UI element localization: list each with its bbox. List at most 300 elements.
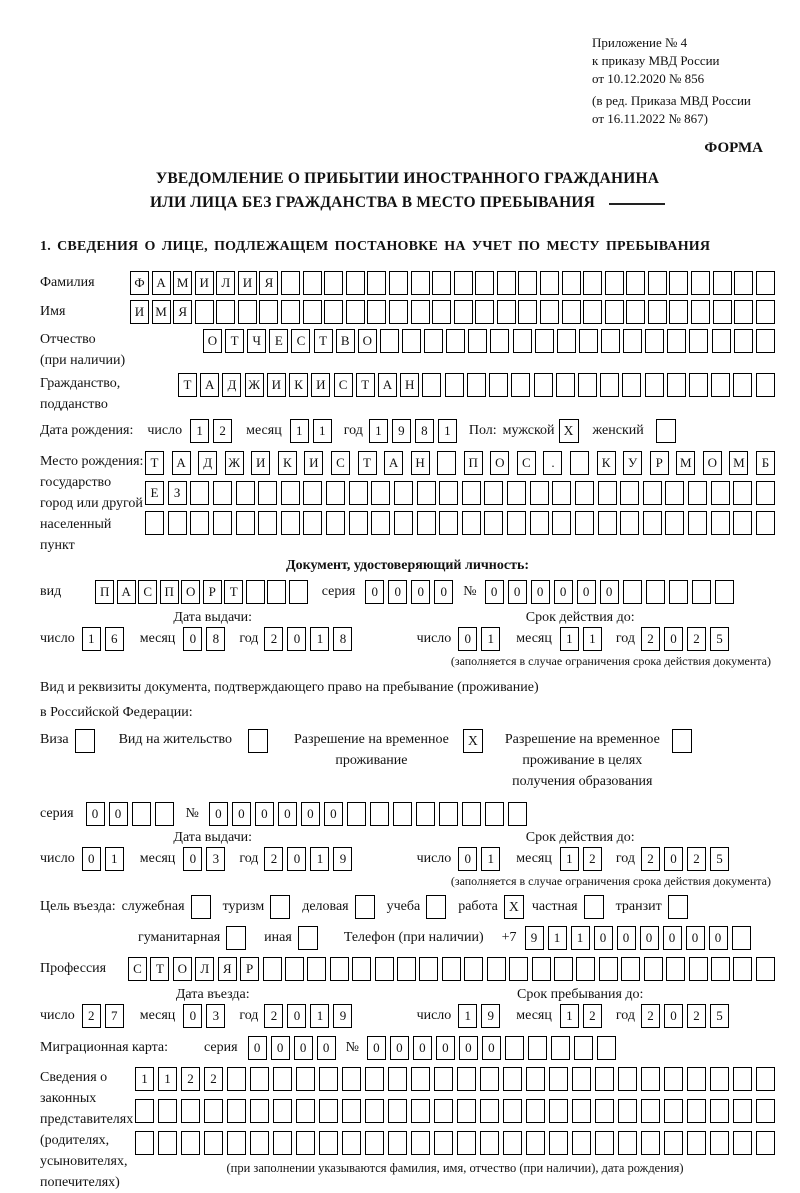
- char-cell[interactable]: [626, 300, 645, 324]
- char-cell[interactable]: [411, 1131, 430, 1155]
- char-cell[interactable]: 0: [209, 802, 228, 826]
- char-cell[interactable]: [281, 511, 300, 535]
- char-cell[interactable]: 0: [183, 1004, 202, 1028]
- char-cell[interactable]: [181, 1099, 200, 1123]
- char-cell[interactable]: Т: [225, 329, 244, 353]
- male-checkbox[interactable]: X: [559, 419, 579, 443]
- visa-checkbox[interactable]: [75, 729, 95, 753]
- char-cell[interactable]: [597, 1036, 616, 1060]
- char-cell[interactable]: [442, 957, 461, 981]
- char-cell[interactable]: [526, 1067, 545, 1091]
- char-cell[interactable]: 0: [411, 580, 430, 604]
- char-cell[interactable]: 0: [82, 847, 101, 871]
- char-cell[interactable]: 6: [105, 627, 124, 651]
- char-cell[interactable]: [530, 511, 549, 535]
- char-cell[interactable]: 2: [181, 1067, 200, 1091]
- char-cell[interactable]: 1: [135, 1067, 154, 1091]
- char-cell[interactable]: [349, 511, 368, 535]
- char-cell[interactable]: Р: [203, 580, 222, 604]
- char-cell[interactable]: [393, 802, 412, 826]
- char-cell[interactable]: Е: [145, 481, 164, 505]
- char-cell[interactable]: 1: [571, 926, 590, 950]
- char-cell[interactable]: 2: [264, 627, 283, 651]
- char-cell[interactable]: Е: [269, 329, 288, 353]
- char-cell[interactable]: [557, 329, 576, 353]
- char-cell[interactable]: [281, 271, 300, 295]
- char-cell[interactable]: [342, 1067, 361, 1091]
- char-cell[interactable]: 0: [459, 1036, 478, 1060]
- char-cell[interactable]: [733, 481, 752, 505]
- char-cell[interactable]: [145, 511, 164, 535]
- char-cell[interactable]: А: [172, 451, 191, 475]
- char-cell[interactable]: 0: [640, 926, 659, 950]
- char-cell[interactable]: [687, 1067, 706, 1091]
- char-cell[interactable]: [424, 329, 443, 353]
- char-cell[interactable]: 1: [548, 926, 567, 950]
- char-cell[interactable]: [733, 957, 752, 981]
- char-cell[interactable]: [484, 481, 503, 505]
- char-cell[interactable]: [507, 511, 526, 535]
- char-cell[interactable]: [411, 271, 430, 295]
- char-cell[interactable]: [689, 373, 708, 397]
- char-cell[interactable]: 9: [333, 847, 352, 871]
- char-cell[interactable]: П: [160, 580, 179, 604]
- char-cell[interactable]: [598, 511, 617, 535]
- char-cell[interactable]: П: [464, 451, 483, 475]
- char-cell[interactable]: [756, 300, 775, 324]
- char-cell[interactable]: [346, 271, 365, 295]
- char-cell[interactable]: 2: [583, 847, 602, 871]
- char-cell[interactable]: [508, 802, 527, 826]
- char-cell[interactable]: [667, 329, 686, 353]
- char-cell[interactable]: 0: [388, 580, 407, 604]
- char-cell[interactable]: [168, 511, 187, 535]
- char-cell[interactable]: [250, 1067, 269, 1091]
- char-cell[interactable]: [487, 957, 506, 981]
- char-cell[interactable]: 0: [709, 926, 728, 950]
- char-cell[interactable]: 1: [290, 419, 309, 443]
- char-cell[interactable]: 2: [583, 1004, 602, 1028]
- char-cell[interactable]: 1: [458, 1004, 477, 1028]
- char-cell[interactable]: [710, 1067, 729, 1091]
- char-cell[interactable]: [595, 1067, 614, 1091]
- char-cell[interactable]: [371, 481, 390, 505]
- char-cell[interactable]: [710, 1099, 729, 1123]
- char-cell[interactable]: [734, 300, 753, 324]
- char-cell[interactable]: 2: [641, 627, 660, 651]
- char-cell[interactable]: [732, 926, 751, 950]
- char-cell[interactable]: [756, 271, 775, 295]
- char-cell[interactable]: [303, 481, 322, 505]
- char-cell[interactable]: [688, 511, 707, 535]
- char-cell[interactable]: [419, 957, 438, 981]
- char-cell[interactable]: 0: [686, 926, 705, 950]
- char-cell[interactable]: [756, 329, 775, 353]
- char-cell[interactable]: [457, 1067, 476, 1091]
- char-cell[interactable]: [641, 1131, 660, 1155]
- char-cell[interactable]: 0: [617, 926, 636, 950]
- char-cell[interactable]: 1: [560, 627, 579, 651]
- char-cell[interactable]: [711, 373, 730, 397]
- char-cell[interactable]: 2: [82, 1004, 101, 1028]
- char-cell[interactable]: [204, 1099, 223, 1123]
- char-cell[interactable]: [756, 1131, 775, 1155]
- char-cell[interactable]: [434, 1067, 453, 1091]
- char-cell[interactable]: [646, 580, 665, 604]
- char-cell[interactable]: [549, 1131, 568, 1155]
- char-cell[interactable]: [250, 1099, 269, 1123]
- char-cell[interactable]: [572, 1131, 591, 1155]
- char-cell[interactable]: [692, 580, 711, 604]
- char-cell[interactable]: [480, 1099, 499, 1123]
- char-cell[interactable]: Ч: [247, 329, 266, 353]
- char-cell[interactable]: [554, 957, 573, 981]
- char-cell[interactable]: [370, 802, 389, 826]
- char-cell[interactable]: 2: [264, 1004, 283, 1028]
- char-cell[interactable]: 9: [525, 926, 544, 950]
- char-cell[interactable]: [623, 329, 642, 353]
- char-cell[interactable]: Ж: [225, 451, 244, 475]
- char-cell[interactable]: [397, 957, 416, 981]
- char-cell[interactable]: [648, 271, 667, 295]
- char-cell[interactable]: [734, 329, 753, 353]
- char-cell[interactable]: [267, 580, 286, 604]
- char-cell[interactable]: 5: [710, 627, 729, 651]
- char-cell[interactable]: [422, 373, 441, 397]
- char-cell[interactable]: [437, 451, 456, 475]
- char-cell[interactable]: [411, 1099, 430, 1123]
- char-cell[interactable]: М: [729, 451, 748, 475]
- char-cell[interactable]: [689, 957, 708, 981]
- char-cell[interactable]: 0: [367, 1036, 386, 1060]
- char-cell[interactable]: [503, 1067, 522, 1091]
- char-cell[interactable]: [526, 1099, 545, 1123]
- char-cell[interactable]: [688, 481, 707, 505]
- char-cell[interactable]: Т: [150, 957, 169, 981]
- char-cell[interactable]: Н: [400, 373, 419, 397]
- char-cell[interactable]: [296, 1131, 315, 1155]
- char-cell[interactable]: [532, 957, 551, 981]
- char-cell[interactable]: [484, 511, 503, 535]
- char-cell[interactable]: Б: [756, 451, 775, 475]
- char-cell[interactable]: [669, 580, 688, 604]
- char-cell[interactable]: 0: [664, 1004, 683, 1028]
- char-cell[interactable]: [281, 300, 300, 324]
- char-cell[interactable]: [296, 1067, 315, 1091]
- char-cell[interactable]: [664, 1131, 683, 1155]
- char-cell[interactable]: 0: [183, 627, 202, 651]
- char-cell[interactable]: 1: [438, 419, 457, 443]
- char-cell[interactable]: [511, 373, 530, 397]
- char-cell[interactable]: [578, 373, 597, 397]
- char-cell[interactable]: А: [117, 580, 136, 604]
- char-cell[interactable]: Т: [145, 451, 164, 475]
- char-cell[interactable]: [733, 1131, 752, 1155]
- char-cell[interactable]: [552, 481, 571, 505]
- char-cell[interactable]: [664, 1067, 683, 1091]
- char-cell[interactable]: [562, 271, 581, 295]
- char-cell[interactable]: [462, 802, 481, 826]
- char-cell[interactable]: И: [267, 373, 286, 397]
- char-cell[interactable]: 2: [204, 1067, 223, 1091]
- char-cell[interactable]: [352, 957, 371, 981]
- char-cell[interactable]: 2: [641, 1004, 660, 1028]
- char-cell[interactable]: [556, 373, 575, 397]
- char-cell[interactable]: [132, 802, 151, 826]
- char-cell[interactable]: М: [676, 451, 695, 475]
- char-cell[interactable]: Я: [259, 271, 278, 295]
- purpose-study-checkbox[interactable]: [426, 895, 446, 919]
- char-cell[interactable]: 0: [594, 926, 613, 950]
- char-cell[interactable]: [462, 511, 481, 535]
- char-cell[interactable]: 7: [105, 1004, 124, 1028]
- char-cell[interactable]: [552, 511, 571, 535]
- char-cell[interactable]: [324, 300, 343, 324]
- char-cell[interactable]: 1: [190, 419, 209, 443]
- char-cell[interactable]: [505, 1036, 524, 1060]
- female-checkbox[interactable]: [656, 419, 676, 443]
- char-cell[interactable]: [446, 329, 465, 353]
- char-cell[interactable]: [572, 1099, 591, 1123]
- char-cell[interactable]: [756, 373, 775, 397]
- char-cell[interactable]: [756, 481, 775, 505]
- char-cell[interactable]: И: [304, 451, 323, 475]
- char-cell[interactable]: [238, 300, 257, 324]
- char-cell[interactable]: [158, 1131, 177, 1155]
- char-cell[interactable]: [190, 481, 209, 505]
- char-cell[interactable]: 5: [710, 847, 729, 871]
- char-cell[interactable]: [497, 300, 516, 324]
- char-cell[interactable]: [347, 802, 366, 826]
- char-cell[interactable]: [475, 271, 494, 295]
- char-cell[interactable]: [227, 1131, 246, 1155]
- char-cell[interactable]: И: [251, 451, 270, 475]
- char-cell[interactable]: И: [311, 373, 330, 397]
- char-cell[interactable]: [285, 957, 304, 981]
- char-cell[interactable]: [457, 1099, 476, 1123]
- char-cell[interactable]: [618, 1131, 637, 1155]
- char-cell[interactable]: 0: [324, 802, 343, 826]
- char-cell[interactable]: [503, 1131, 522, 1155]
- char-cell[interactable]: [289, 580, 308, 604]
- char-cell[interactable]: О: [203, 329, 222, 353]
- char-cell[interactable]: Я: [218, 957, 237, 981]
- char-cell[interactable]: [648, 300, 667, 324]
- char-cell[interactable]: [528, 1036, 547, 1060]
- char-cell[interactable]: Т: [358, 451, 377, 475]
- char-cell[interactable]: М: [152, 300, 171, 324]
- char-cell[interactable]: 1: [310, 627, 329, 651]
- char-cell[interactable]: [319, 1099, 338, 1123]
- char-cell[interactable]: [489, 373, 508, 397]
- char-cell[interactable]: 3: [206, 847, 225, 871]
- char-cell[interactable]: [575, 511, 594, 535]
- char-cell[interactable]: [503, 1099, 522, 1123]
- char-cell[interactable]: [296, 1099, 315, 1123]
- char-cell[interactable]: [691, 271, 710, 295]
- char-cell[interactable]: [303, 300, 322, 324]
- char-cell[interactable]: [574, 1036, 593, 1060]
- char-cell[interactable]: К: [289, 373, 308, 397]
- char-cell[interactable]: [645, 329, 664, 353]
- char-cell[interactable]: Н: [411, 451, 430, 475]
- char-cell[interactable]: [388, 1099, 407, 1123]
- char-cell[interactable]: 0: [109, 802, 128, 826]
- temporary-residence-checkbox[interactable]: X: [463, 729, 483, 753]
- char-cell[interactable]: И: [238, 271, 257, 295]
- char-cell[interactable]: [711, 957, 730, 981]
- char-cell[interactable]: [375, 957, 394, 981]
- char-cell[interactable]: [549, 1067, 568, 1091]
- char-cell[interactable]: [432, 300, 451, 324]
- char-cell[interactable]: [468, 329, 487, 353]
- purpose-commercial-checkbox[interactable]: [355, 895, 375, 919]
- char-cell[interactable]: 2: [687, 847, 706, 871]
- char-cell[interactable]: [595, 1099, 614, 1123]
- char-cell[interactable]: Р: [240, 957, 259, 981]
- char-cell[interactable]: 2: [687, 627, 706, 651]
- char-cell[interactable]: [195, 300, 214, 324]
- char-cell[interactable]: [715, 580, 734, 604]
- char-cell[interactable]: [258, 481, 277, 505]
- char-cell[interactable]: [204, 1131, 223, 1155]
- char-cell[interactable]: 0: [664, 847, 683, 871]
- char-cell[interactable]: [303, 271, 322, 295]
- char-cell[interactable]: [467, 373, 486, 397]
- char-cell[interactable]: 0: [413, 1036, 432, 1060]
- char-cell[interactable]: 0: [390, 1036, 409, 1060]
- char-cell[interactable]: [551, 1036, 570, 1060]
- char-cell[interactable]: 9: [333, 1004, 352, 1028]
- char-cell[interactable]: [475, 300, 494, 324]
- char-cell[interactable]: [530, 481, 549, 505]
- char-cell[interactable]: И: [130, 300, 149, 324]
- char-cell[interactable]: [227, 1067, 246, 1091]
- char-cell[interactable]: [389, 300, 408, 324]
- char-cell[interactable]: Ж: [245, 373, 264, 397]
- char-cell[interactable]: 0: [183, 847, 202, 871]
- char-cell[interactable]: А: [200, 373, 219, 397]
- char-cell[interactable]: [664, 1099, 683, 1123]
- char-cell[interactable]: 0: [664, 627, 683, 651]
- char-cell[interactable]: [411, 300, 430, 324]
- char-cell[interactable]: [190, 511, 209, 535]
- char-cell[interactable]: [307, 957, 326, 981]
- char-cell[interactable]: 2: [687, 1004, 706, 1028]
- char-cell[interactable]: [641, 1067, 660, 1091]
- char-cell[interactable]: [439, 481, 458, 505]
- char-cell[interactable]: [497, 271, 516, 295]
- char-cell[interactable]: .: [543, 451, 562, 475]
- char-cell[interactable]: [135, 1131, 154, 1155]
- char-cell[interactable]: О: [490, 451, 509, 475]
- char-cell[interactable]: [324, 271, 343, 295]
- char-cell[interactable]: С: [334, 373, 353, 397]
- char-cell[interactable]: [534, 373, 553, 397]
- char-cell[interactable]: [236, 481, 255, 505]
- char-cell[interactable]: [303, 511, 322, 535]
- char-cell[interactable]: [576, 957, 595, 981]
- char-cell[interactable]: 0: [86, 802, 105, 826]
- char-cell[interactable]: [457, 1131, 476, 1155]
- char-cell[interactable]: 1: [481, 847, 500, 871]
- char-cell[interactable]: [342, 1131, 361, 1155]
- char-cell[interactable]: [273, 1067, 292, 1091]
- char-cell[interactable]: [665, 511, 684, 535]
- char-cell[interactable]: 1: [481, 627, 500, 651]
- char-cell[interactable]: М: [173, 271, 192, 295]
- char-cell[interactable]: П: [95, 580, 114, 604]
- char-cell[interactable]: О: [173, 957, 192, 981]
- char-cell[interactable]: Т: [224, 580, 243, 604]
- char-cell[interactable]: У: [623, 451, 642, 475]
- char-cell[interactable]: [601, 329, 620, 353]
- char-cell[interactable]: 0: [508, 580, 527, 604]
- char-cell[interactable]: [259, 300, 278, 324]
- char-cell[interactable]: Д: [222, 373, 241, 397]
- char-cell[interactable]: [365, 1131, 384, 1155]
- char-cell[interactable]: 0: [458, 627, 477, 651]
- char-cell[interactable]: [445, 373, 464, 397]
- char-cell[interactable]: А: [378, 373, 397, 397]
- char-cell[interactable]: [330, 957, 349, 981]
- char-cell[interactable]: [464, 957, 483, 981]
- char-cell[interactable]: [583, 300, 602, 324]
- char-cell[interactable]: [540, 300, 559, 324]
- char-cell[interactable]: [155, 802, 174, 826]
- char-cell[interactable]: [645, 373, 664, 397]
- char-cell[interactable]: [643, 511, 662, 535]
- char-cell[interactable]: 8: [333, 627, 352, 651]
- char-cell[interactable]: [402, 329, 421, 353]
- char-cell[interactable]: [733, 511, 752, 535]
- char-cell[interactable]: [733, 1099, 752, 1123]
- char-cell[interactable]: [485, 802, 504, 826]
- char-cell[interactable]: [432, 271, 451, 295]
- char-cell[interactable]: [480, 1067, 499, 1091]
- char-cell[interactable]: А: [384, 451, 403, 475]
- char-cell[interactable]: [349, 481, 368, 505]
- char-cell[interactable]: [490, 329, 509, 353]
- char-cell[interactable]: [326, 511, 345, 535]
- char-cell[interactable]: [733, 1067, 752, 1091]
- char-cell[interactable]: 9: [392, 419, 411, 443]
- char-cell[interactable]: Т: [356, 373, 375, 397]
- char-cell[interactable]: [389, 271, 408, 295]
- char-cell[interactable]: 1: [82, 627, 101, 651]
- char-cell[interactable]: 0: [278, 802, 297, 826]
- char-cell[interactable]: Т: [314, 329, 333, 353]
- char-cell[interactable]: 0: [365, 580, 384, 604]
- char-cell[interactable]: [710, 1131, 729, 1155]
- char-cell[interactable]: 0: [434, 580, 453, 604]
- char-cell[interactable]: [598, 481, 617, 505]
- char-cell[interactable]: [756, 957, 775, 981]
- char-cell[interactable]: 0: [287, 627, 306, 651]
- char-cell[interactable]: [367, 300, 386, 324]
- purpose-private-checkbox[interactable]: [584, 895, 604, 919]
- char-cell[interactable]: 0: [271, 1036, 290, 1060]
- char-cell[interactable]: Л: [195, 957, 214, 981]
- char-cell[interactable]: [388, 1131, 407, 1155]
- char-cell[interactable]: [666, 957, 685, 981]
- char-cell[interactable]: [733, 373, 752, 397]
- char-cell[interactable]: Т: [178, 373, 197, 397]
- char-cell[interactable]: [711, 481, 730, 505]
- char-cell[interactable]: [599, 957, 618, 981]
- char-cell[interactable]: О: [181, 580, 200, 604]
- char-cell[interactable]: [540, 271, 559, 295]
